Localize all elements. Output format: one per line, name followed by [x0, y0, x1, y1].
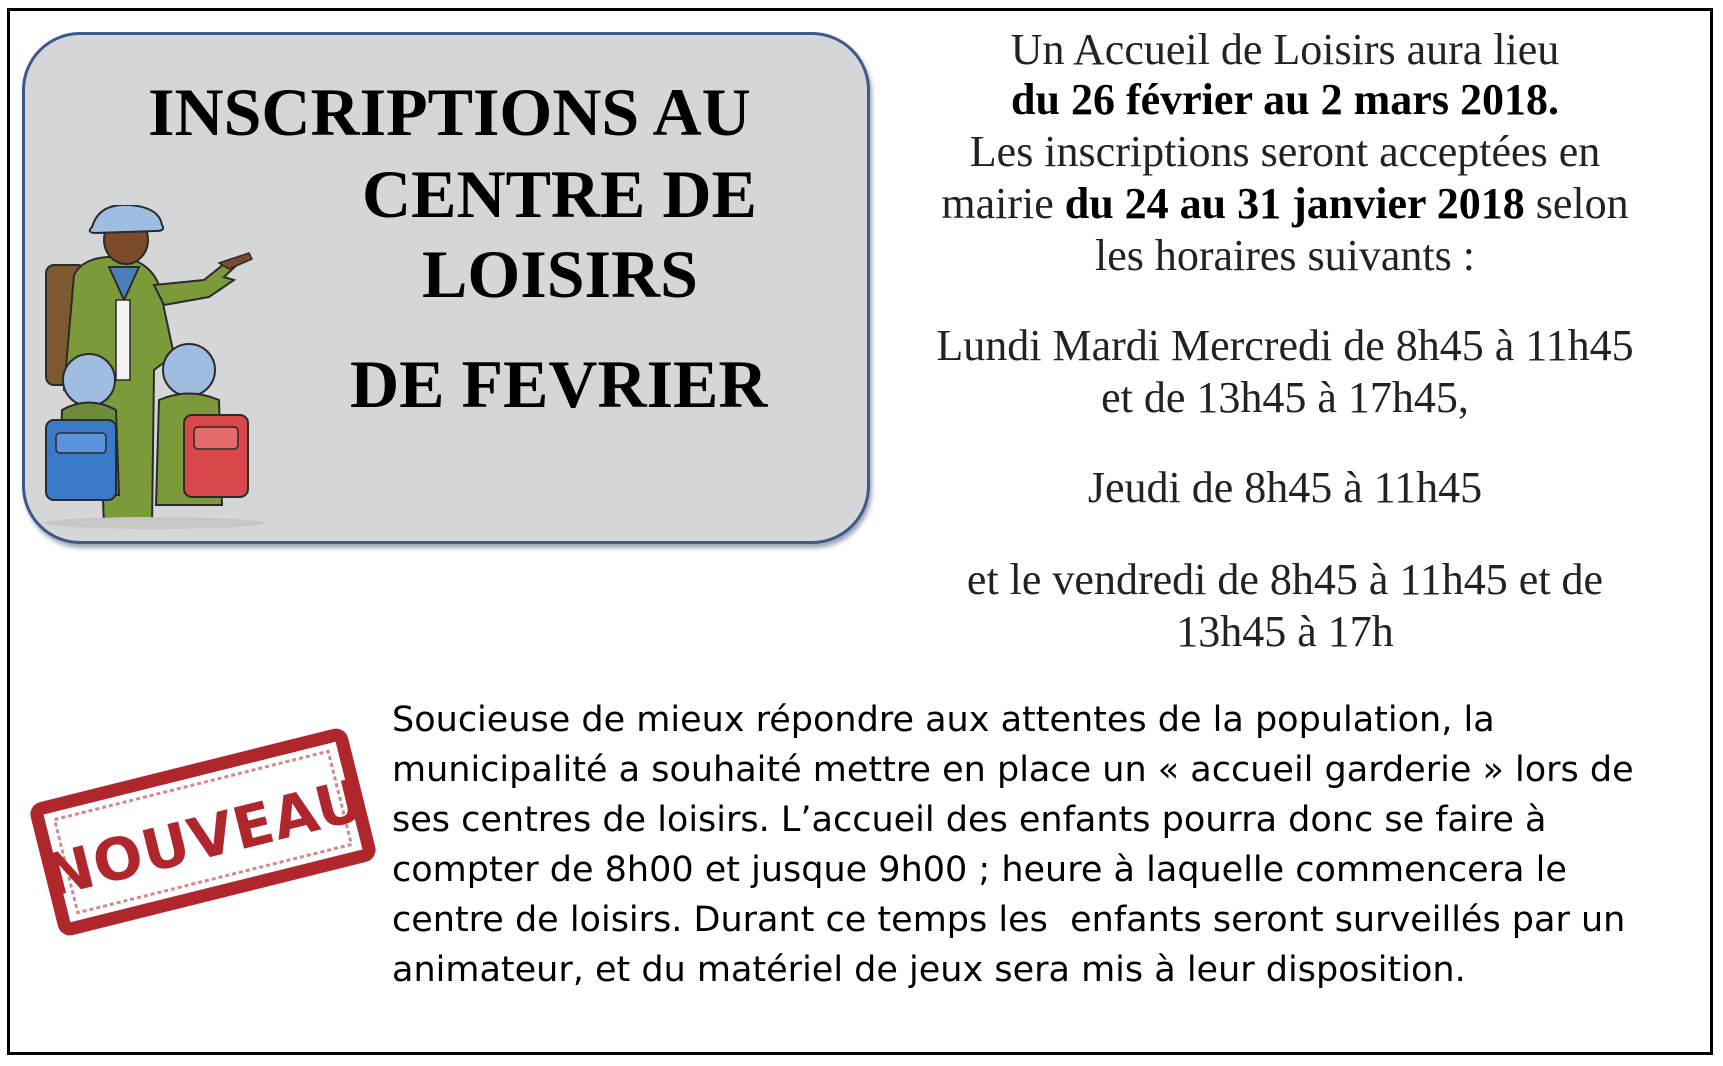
hours-thursday: Jeudi de 8h45 à 11h45 — [1087, 463, 1483, 512]
title-line-2: CENTRE DE — [362, 156, 757, 232]
title-line-3: LOISIRS — [422, 236, 698, 312]
schedule-enroll-line-2 — [880, 178, 1690, 230]
enroll-mairie: mairie — [941, 179, 1065, 228]
title-line-4: DE FEVRIER — [350, 346, 768, 422]
notice-line: Soucieuse de mieux répondre aux attentes de la population, la — [392, 700, 1495, 740]
nouveau-stamp — [28, 722, 378, 942]
schedule-intro: Un Accueil de Loisirs aura lieu — [1010, 25, 1560, 74]
hours-friday-1: et le vendredi de 8h45 à 11h45 et de — [966, 555, 1604, 604]
enroll-selon: selon — [1524, 179, 1629, 228]
notice-line: municipalité a souhaité mettre en place un « accueil garderie » lors de — [392, 750, 1634, 790]
schedule-enroll-line-3: les horaires suivants : — [1094, 231, 1476, 280]
hours-friday-2: 13h45 à 17h — [1176, 607, 1394, 656]
title-line-1: INSCRIPTIONS AU — [148, 74, 751, 150]
hours-mon-wed-2: et de 13h45 à 17h45, — [1101, 373, 1469, 422]
notice-paragraph — [392, 695, 1692, 995]
schedule-dates-text: du 26 février au 2 mars 2018. — [1011, 75, 1559, 124]
notice-line: centre de loisirs. Durant ce temps les enfants seront surveillés par un — [392, 900, 1626, 940]
notice-line: ses centres de loisirs. L’accueil des enfants pourra donc se faire à — [392, 800, 1547, 840]
hours-mon-wed-1: Lundi Mardi Mercredi de 8h45 à 11h45 — [936, 321, 1634, 370]
notice-line: animateur, et du matériel de jeux sera mis à leur disposition. — [392, 950, 1466, 990]
hiker-guide-with-children-icon — [44, 205, 274, 530]
stamp-text: NOUVEAU — [37, 765, 372, 911]
enroll-dates: du 24 au 31 janvier 2018 — [1064, 179, 1525, 228]
notice-line: compter de 8h00 et jusque 9h00 ; heure à laquelle commencera le — [392, 850, 1567, 890]
schedule-dates — [880, 74, 1690, 126]
schedule-enroll-line-1: Les inscriptions seront acceptées en — [969, 127, 1601, 176]
